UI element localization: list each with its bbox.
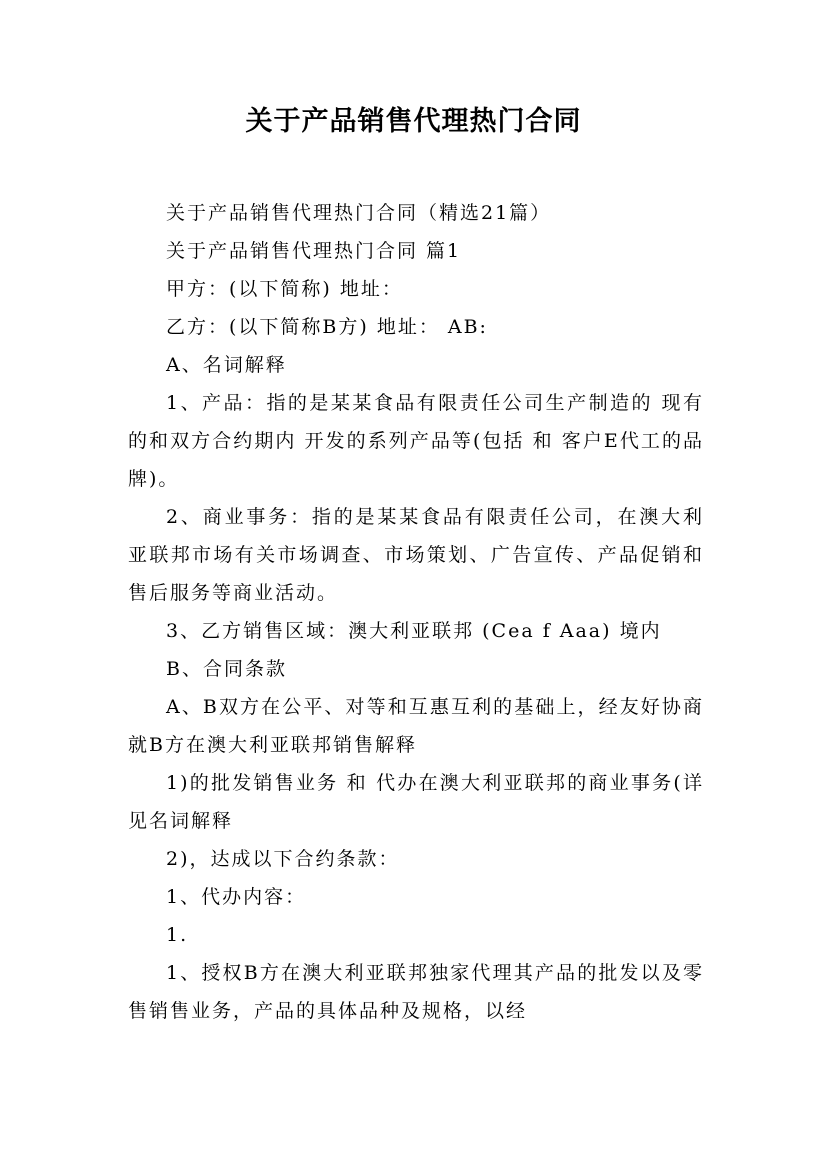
paragraph: 乙方：(以下简称B方) 地址： AB:: [166, 316, 488, 338]
paragraph: 1、产品：指的是某某食品有限责任公司生产制造的 现有的和双方合约期内 开发的系列产品等(包括 和 客户E代工的品牌)。: [128, 392, 704, 490]
paragraph: 2、商业事务：指的是某某食品有限责任公司，在澳大利亚联邦市场有关市场调查、市场策划、广告宣传、产品促销和售后服务等商业活动。: [128, 506, 704, 604]
paragraph: 1、代办内容：: [166, 886, 307, 908]
paragraph: 关于产品销售代理热门合同（精选21篇）: [166, 202, 552, 224]
paragraph: A、B双方在公平、对等和互惠互利的基础上，经友好协商就B方在澳大利亚联邦销售解释: [128, 696, 704, 756]
paragraph: 关于产品销售代理热门合同 篇1: [166, 240, 462, 262]
document-title: 关于产品销售代理热门合同: [245, 106, 582, 137]
paragraph: 1、授权B方在澳大利亚联邦独家代理其产品的批发以及零售销售业务，产品的具体品种及规格，以经: [128, 962, 704, 1022]
paragraph: A、名词解释: [166, 354, 287, 376]
paragraph: 2)，达成以下合约条款：: [166, 848, 400, 870]
paragraph: 1.: [166, 924, 189, 946]
paragraph: B、合同条款: [166, 658, 287, 680]
paragraph: 1)的批发销售业务 和 代办在澳大利亚联邦的商业事务(详见名词解释: [128, 772, 704, 832]
paragraph: 甲方：(以下简称) 地址：: [166, 278, 403, 300]
document-body: [128, 194, 704, 1030]
paragraph: 3、乙方销售区域：澳大利亚联邦 (Cea f Aaa) 境内: [166, 620, 662, 642]
